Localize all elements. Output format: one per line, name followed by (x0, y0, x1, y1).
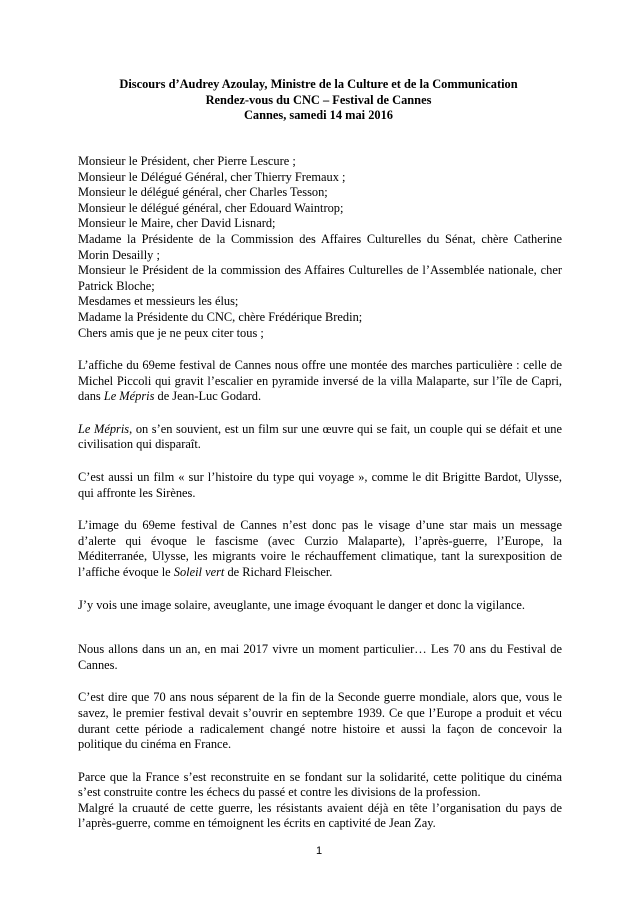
header-date: Cannes, samedi 14 mai 2016 (243, 108, 394, 123)
paragraph-solidarite: Parce que la France s’est reconstruite en se fondant sur la solidarité, cette politique du cinéma s’est construite contre les échecs du passé et contre les divisions de la profession. (78, 769, 562, 800)
paragraph-70-ans: Nous allons dans un an, en mai 2017 vivre un moment particulier… Les 70 ans du Festival de Cannes. (78, 642, 562, 672)
paragraph-image-alerte: L’image du 69eme festival de Cannes n’est donc pas le visage d’une star mais un message d’alerte qui évoque le fascisme (avec Curzio Malaparte), l’après-guerre, l’Europe, la Méditerranée, Ulysse, les migrants voire le réchauffement climatique, tant la surexposition de l’affiche évoque le Soleil vert de Richard Fleischer. (78, 518, 562, 579)
film-title: Le Mépris (103, 389, 155, 404)
paragraph-poster: L’affiche du 69eme festival de Cannes nous offre une montée des marches particulière : celle de Michel Piccoli qui gravit l’escalier en pyramide inversé de la villa Malaparte, sur l’île de Capri, dans Le Mépris de Jean-Luc Godard. (78, 358, 562, 404)
speech-body (78, 358, 562, 849)
salutation-line: Chers amis que je ne peux citer tous ; (78, 325, 264, 340)
salutation-line: Monsieur le Délégué Général, cher Thierry Fremaux ; (78, 169, 346, 184)
film-title: Le Mépris (78, 421, 130, 436)
paragraph-ulysse: C’est aussi un film « sur l’histoire du type qui voyage », comme le dit Brigitte Bardot, Ulysse, qui affronte les Sirènes. (78, 469, 562, 500)
page-number: 1 (315, 845, 323, 857)
salutation-line: Monsieur le Président de la commission des Affaires Culturelles de l’Assemblée nationale, cher Patrick Bloche; (78, 263, 562, 293)
salutation-line: Madame la Présidente de la Commission des Affaires Culturelles du Sénat, chère Catherine Morin Desailly ; (78, 231, 562, 262)
salutation-line: Monsieur le Président, cher Pierre Lescure ; (78, 154, 296, 168)
salutation-line: Monsieur le délégué général, cher Charles Tesson; (78, 185, 328, 200)
salutation-line: Monsieur le Maire, cher David Lisnard; (78, 216, 276, 231)
paragraph-le-mepris: Le Mépris, on s’en souvient, est un film sur une œuvre qui se fait, un couple qui se défait et une civilisation qui disparaît. (78, 421, 563, 452)
paragraph-resistants: Malgré la cruauté de cette guerre, les résistants avaient déjà en tête l’organisation du pays de l’après-guerre, comme en témoignent les écrits en captivité de Jean Zay. (78, 800, 562, 831)
film-title: Soleil vert (173, 564, 225, 579)
salutation-line: Madame la Présidente du CNC, chère Frédérique Bredin; (78, 309, 363, 324)
salutations-list (78, 154, 562, 341)
salutation-line: Monsieur le délégué général, cher Edouard Waintrop; (78, 200, 344, 215)
paragraph-vigilance: J’y vois une image solaire, aveuglante, une image évoquant le danger et donc la vigilance. (78, 597, 525, 612)
paragraph-seconde-guerre: C’est dire que 70 ans nous séparent de la fin de la Seconde guerre mondiale, alors que, vous le savez, le premier festival devait s’ouvrir en septembre 1939. Ce que l’Europe a produit et vécu durant cette période a radicalement changé notre histoire et aussi la façon de concevoir la politique du cinéma en France. (78, 690, 562, 752)
header-title: Discours d’Audrey Azoulay, Ministre de la Culture et de la Communication (119, 77, 518, 91)
header-event: Rendez-vous du CNC – Festival de Cannes (205, 92, 432, 107)
speech-header (70, 77, 567, 124)
salutation-line: Mesdames et messieurs les élus; (78, 294, 239, 309)
